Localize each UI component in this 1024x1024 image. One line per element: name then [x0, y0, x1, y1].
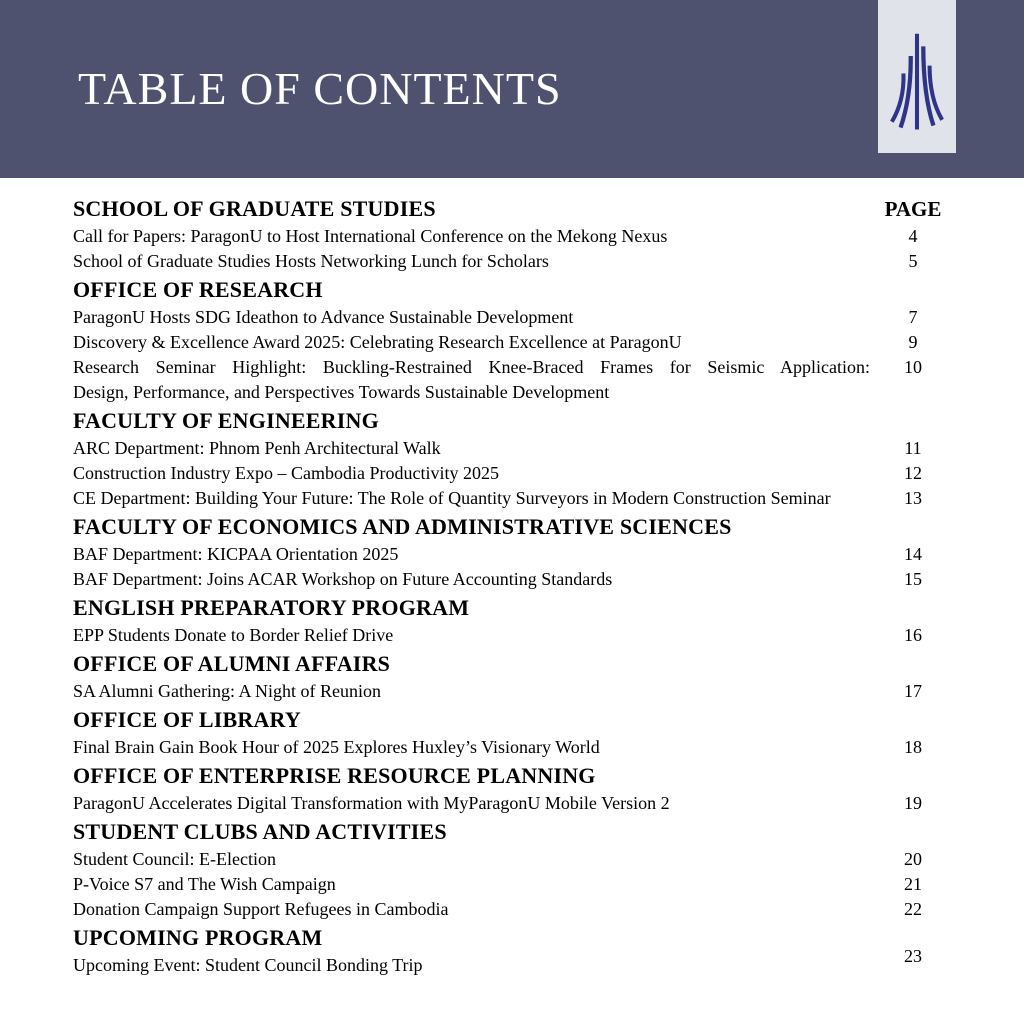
- toc-entry-title[interactable]: Student Council: E-Election: [73, 849, 276, 869]
- section-header-row: [73, 595, 946, 621]
- section-entries: [73, 735, 946, 760]
- toc-entry-text: [73, 249, 880, 274]
- toc-entry-page-number: 15: [904, 569, 922, 589]
- section-entries: [73, 542, 946, 592]
- toc-entry-page-number: 5: [908, 251, 918, 271]
- toc-entry-page-number: 7: [908, 307, 918, 327]
- toc-entry-text: [73, 791, 880, 816]
- toc-entry[interactable]: [73, 679, 946, 704]
- toc-entry-text: [73, 542, 880, 567]
- section-title: OFFICE OF ENTERPRISE RESOURCE PLANNING: [73, 763, 596, 788]
- section-title: ENGLISH PREPARATORY PROGRAM: [73, 595, 470, 620]
- toc-entry-text: [73, 847, 880, 872]
- section-header-row: [73, 707, 946, 733]
- toc-section: [73, 651, 946, 704]
- section-header-row: [73, 277, 946, 303]
- toc-entry-text: [73, 735, 880, 760]
- section-entries: [73, 791, 946, 816]
- section-title: OFFICE OF LIBRARY: [73, 707, 301, 732]
- toc-entry-text: [73, 567, 880, 592]
- university-logo: [878, 0, 956, 153]
- toc-entry[interactable]: [73, 355, 946, 405]
- toc-entry-page-number: 18: [904, 737, 922, 757]
- section-entries: [73, 224, 946, 274]
- toc-entry-page-number: 4: [908, 226, 918, 246]
- toc-entry[interactable]: [73, 330, 946, 355]
- paragonu-spire-icon: [888, 27, 946, 143]
- toc-entry-text: [73, 486, 880, 511]
- section-entries: [73, 946, 946, 978]
- section-title: SCHOOL OF GRADUATE STUDIES: [73, 196, 436, 221]
- toc-entry-title[interactable]: Final Brain Gain Book Hour of 2025 Explores Huxley’s Visionary World: [73, 737, 600, 757]
- toc-entry-title[interactable]: Discovery & Excellence Award 2025: Celebrating Research Excellence at ParagonU: [73, 332, 682, 352]
- toc-entry-text: [73, 679, 880, 704]
- toc-entry-page-number: 14: [904, 544, 922, 564]
- section-title: OFFICE OF ALUMNI AFFAIRS: [73, 651, 391, 676]
- section-title: FACULTY OF ENGINEERING: [73, 408, 379, 433]
- toc-entry[interactable]: [73, 436, 946, 461]
- section-header-row: [73, 819, 946, 845]
- header-band: [0, 0, 1024, 178]
- toc-entry-text: [73, 355, 880, 405]
- toc-entry[interactable]: [73, 897, 946, 922]
- toc-section: [73, 819, 946, 922]
- toc-entry-title[interactable]: ParagonU Hosts SDG Ideathon to Advance Sustainable Development: [73, 307, 574, 327]
- toc-section: [73, 277, 946, 405]
- toc-section-list: [73, 196, 946, 978]
- toc-entry-page-number: 22: [904, 899, 922, 919]
- toc-section: [73, 196, 946, 274]
- toc-entry[interactable]: [73, 486, 946, 511]
- toc-entry-title[interactable]: BAF Department: KICPAA Orientation 2025: [73, 544, 399, 564]
- toc-entry-title[interactable]: ARC Department: Phnom Penh Architectural Walk: [73, 438, 441, 458]
- toc-entry[interactable]: [73, 542, 946, 567]
- toc-entry[interactable]: [73, 791, 946, 816]
- section-entries: [73, 679, 946, 704]
- toc-section: [73, 925, 946, 978]
- toc-entry-text: [73, 436, 880, 461]
- toc-entry-text: [73, 461, 880, 486]
- toc-entry-page-number: 16: [904, 625, 922, 645]
- section-header-row: [73, 196, 946, 222]
- toc-entry[interactable]: [73, 249, 946, 274]
- page-title: TABLE OF CONTENTS: [78, 63, 562, 114]
- section-entries: [73, 623, 946, 648]
- toc-entry-text: [73, 897, 880, 922]
- toc-entry[interactable]: [73, 305, 946, 330]
- toc-entry-text: [73, 623, 880, 648]
- section-entries: [73, 847, 946, 922]
- toc-entry-page-number: 12: [904, 463, 922, 483]
- toc-entry-page-number: 11: [904, 438, 922, 458]
- section-entries: [73, 436, 946, 511]
- toc-entry[interactable]: [73, 224, 946, 249]
- toc-entry-title[interactable]: EPP Students Donate to Border Relief Drive: [73, 625, 394, 645]
- toc-entry[interactable]: [73, 872, 946, 897]
- toc-entry-title[interactable]: Research Seminar Highlight: Buckling-Restrained Knee-Braced Frames for Seismic Application:: [73, 357, 870, 377]
- toc-entry-title[interactable]: P-Voice S7 and The Wish Campaign: [73, 874, 336, 894]
- toc-entry-page-number: 10: [904, 357, 922, 377]
- toc-section: [73, 707, 946, 760]
- section-title: OFFICE OF RESEARCH: [73, 277, 323, 302]
- section-header-row: [73, 408, 946, 434]
- toc-entry-page-number: 23: [904, 946, 922, 966]
- toc-section: [73, 763, 946, 816]
- toc-entry-title[interactable]: Upcoming Event: Student Council Bonding Trip: [73, 955, 423, 975]
- toc-entry[interactable]: [73, 946, 946, 978]
- toc-section: [73, 595, 946, 648]
- toc-entry-title[interactable]: Call for Papers: ParagonU to Host International Conference on the Mekong Nexus: [73, 226, 668, 246]
- toc-section: [73, 408, 946, 511]
- toc-entry-text: [73, 224, 880, 249]
- toc-entry-title-continued: Design, Performance, and Perspectives Towards Sustainable Development: [73, 382, 610, 402]
- toc-entry-text: [73, 872, 880, 897]
- toc-entry-title[interactable]: BAF Department: Joins ACAR Workshop on Future Accounting Standards: [73, 569, 613, 589]
- section-title: UPCOMING PROGRAM: [73, 925, 323, 950]
- section-header-row: [73, 925, 946, 951]
- toc-entry-text: [73, 330, 880, 355]
- toc-section: [73, 514, 946, 592]
- toc-entry-page-number: 21: [904, 874, 922, 894]
- toc-entry-text: [73, 953, 880, 978]
- toc-entry[interactable]: [73, 735, 946, 760]
- toc-entry[interactable]: [73, 623, 946, 648]
- section-header-row: [73, 763, 946, 789]
- toc-entry-page-number: 20: [904, 849, 922, 869]
- toc-entry-title[interactable]: Donation Campaign Support Refugees in Cambodia: [73, 899, 449, 919]
- toc-entry-title[interactable]: SA Alumni Gathering: A Night of Reunion: [73, 681, 382, 701]
- toc-entry-title[interactable]: CE Department: Building Your Future: The Role of Quantity Surveyors in Modern Construction Seminar: [73, 488, 831, 508]
- page-column-label: PAGE: [884, 197, 942, 221]
- toc-entry-title[interactable]: School of Graduate Studies Hosts Networking Lunch for Scholars: [73, 251, 549, 271]
- toc-entry-page-number: 13: [904, 488, 922, 508]
- toc-entry[interactable]: [73, 567, 946, 592]
- toc-entry[interactable]: [73, 847, 946, 872]
- toc-entry-page-number: 19: [904, 793, 922, 813]
- toc-entry-text: [73, 305, 880, 330]
- toc-content: [0, 178, 1024, 1024]
- section-entries: [73, 305, 946, 405]
- section-title: STUDENT CLUBS AND ACTIVITIES: [73, 819, 447, 844]
- section-title: FACULTY OF ECONOMICS AND ADMINISTRATIVE SCIENCES: [73, 514, 732, 539]
- toc-entry-page-number: 9: [908, 332, 918, 352]
- toc-entry-page-number: 17: [904, 681, 922, 701]
- section-header-row: [73, 651, 946, 677]
- toc-entry-title[interactable]: Construction Industry Expo – Cambodia Productivity 2025: [73, 463, 499, 483]
- toc-entry[interactable]: [73, 461, 946, 486]
- toc-entry-title[interactable]: ParagonU Accelerates Digital Transformation with MyParagonU Mobile Version 2: [73, 793, 670, 813]
- section-header-row: [73, 514, 946, 540]
